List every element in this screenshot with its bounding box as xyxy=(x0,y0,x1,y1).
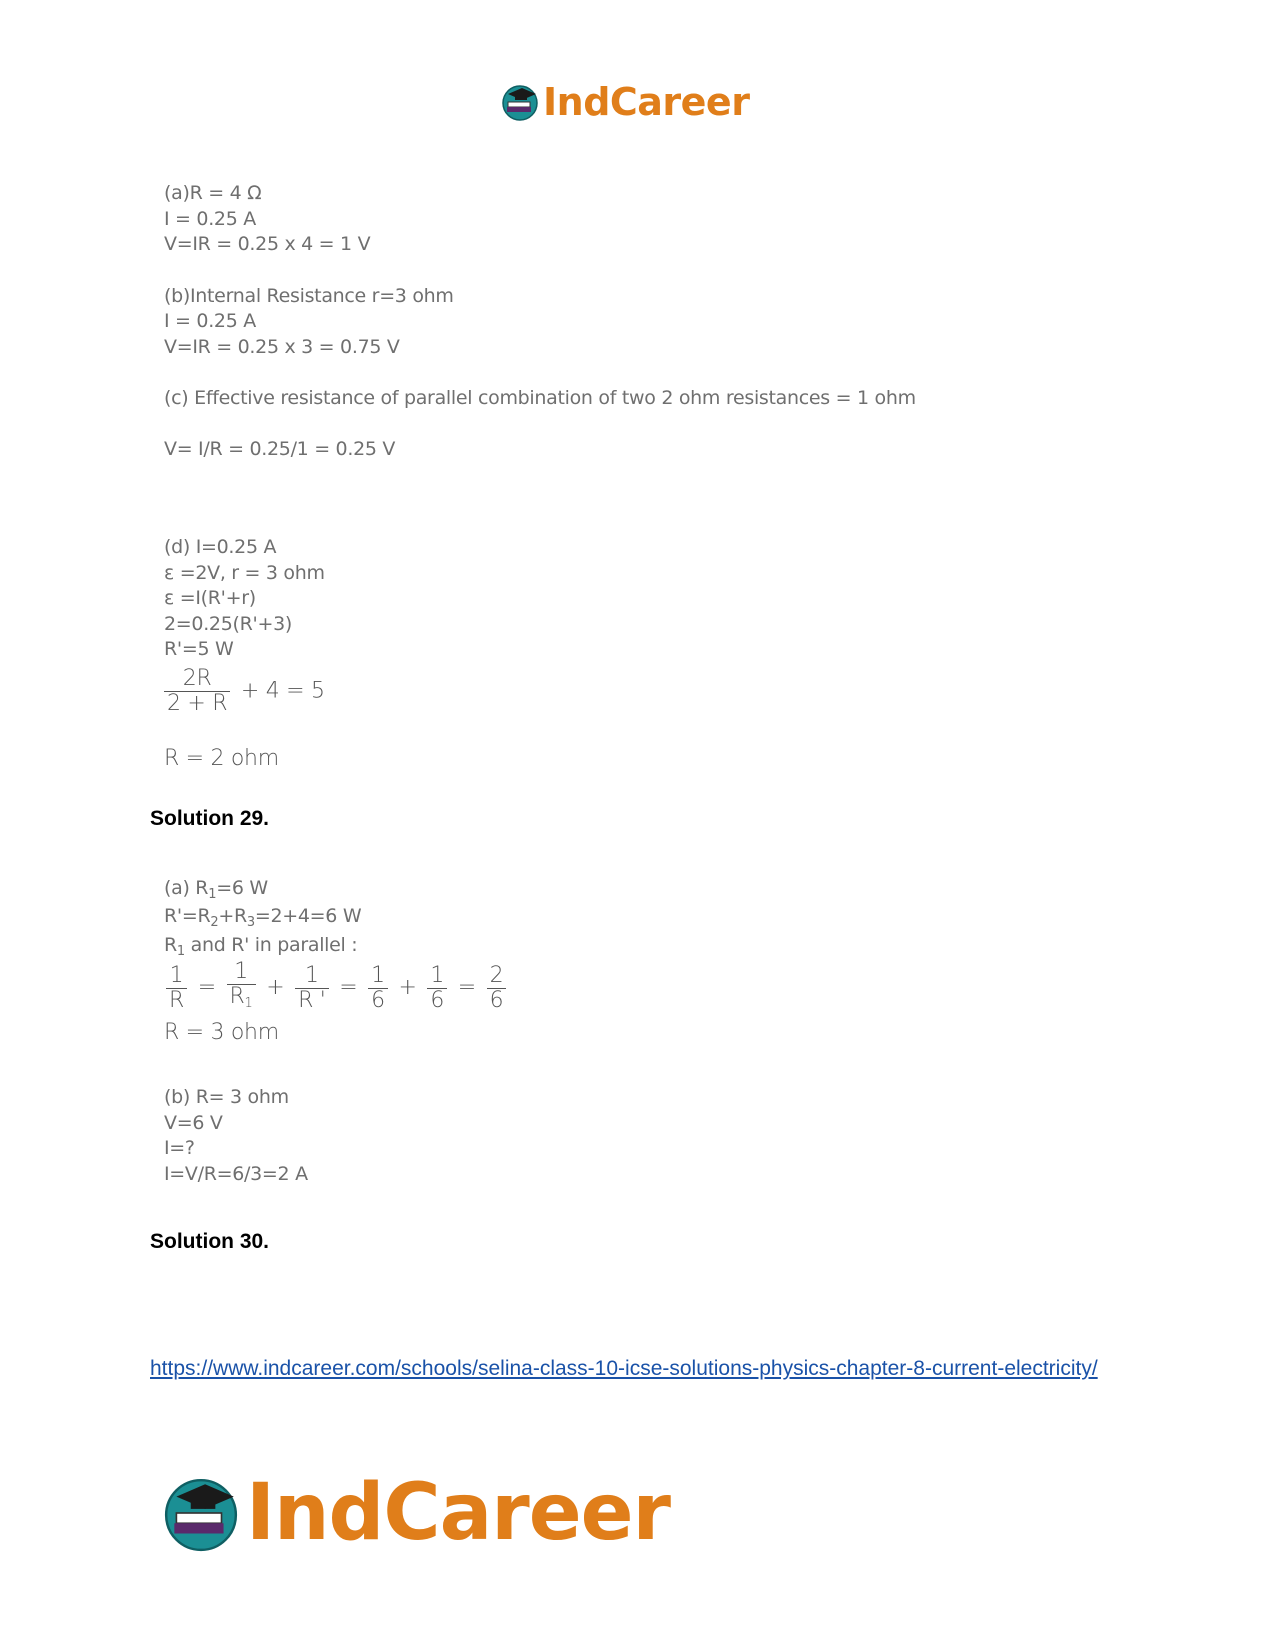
part-a-line-1: (a)R = 4 Ω xyxy=(164,182,262,204)
part-d-line-5: R'=5 W xyxy=(164,638,234,660)
part-d-line-4: 2=0.25(R'+3) xyxy=(164,613,292,635)
part-d-result: R = 2 ohm xyxy=(164,746,279,771)
parallel-resistance-equation: $\frac{1}{R}$ = $\frac{1}{R_1}$ + $\frac{1}{R '}$ = $\frac{1}{6}$ + $\frac{1}{6}$ = $\frac{2}{6}$ xyxy=(162,960,510,1016)
graduation-cap-book-icon xyxy=(160,1472,242,1554)
part-b-line-3: V=IR = 0.25 x 3 = 0.75 V xyxy=(164,336,400,358)
graduation-cap-book-icon xyxy=(500,82,540,122)
equation-rest: + 4 = 5 xyxy=(240,678,325,704)
part-d-line-1: (d) I=0.25 A xyxy=(164,536,277,558)
fraction: $\frac{2R}{2 + R}$ xyxy=(164,667,230,716)
footer-logo xyxy=(160,1468,670,1558)
sol29-b-line-1: (b) R= 3 ohm xyxy=(164,1086,289,1108)
sol29-b-line-4: I=V/R=6/3=2 A xyxy=(164,1163,308,1185)
part-c-line-1: (c) Effective resistance of parallel combination of two 2 ohm resistances = 1 ohm xyxy=(164,387,916,409)
sol29-a-line-1: (a) $R_1=6$ W xyxy=(164,877,268,902)
part-d-line-3: ε =I(R'+r) xyxy=(164,587,256,609)
sol29-a-line-3: $R_1$ and R' in parallel : xyxy=(164,934,358,959)
part-c-line-2: V= I/R = 0.25/1 = 0.25 V xyxy=(164,438,396,460)
part-a-line-2: I = 0.25 A xyxy=(164,208,256,230)
part-d-equation xyxy=(160,667,325,716)
sol29-b-line-2: V=6 V xyxy=(164,1112,223,1134)
sol29-b-line-3: I=? xyxy=(164,1137,195,1159)
header-logo xyxy=(0,78,1275,126)
part-b-line-2: I = 0.25 A xyxy=(164,310,256,332)
sol29-a-result: R = 3 ohm xyxy=(164,1020,279,1045)
logo-text: IndCareer xyxy=(543,80,750,124)
solution-30-heading: Solution 30. xyxy=(150,1230,270,1253)
source-link[interactable]: https://www.indcareer.com/schools/selina-class-10-icse-solutions-physics-chapter-8-current-electricity/ xyxy=(150,1357,1098,1380)
sol29-a-line-2: $R'=R_2+R_3=2+4=6$ W xyxy=(164,905,362,930)
part-b-line-1: (b)Internal Resistance r=3 ohm xyxy=(164,285,454,307)
solution-29-heading: Solution 29. xyxy=(150,807,270,830)
part-a-line-3: V=IR = 0.25 x 4 = 1 V xyxy=(164,233,371,255)
part-d-line-2: ε =2V, r = 3 ohm xyxy=(164,562,325,584)
logo-text: IndCareer xyxy=(246,1468,670,1558)
